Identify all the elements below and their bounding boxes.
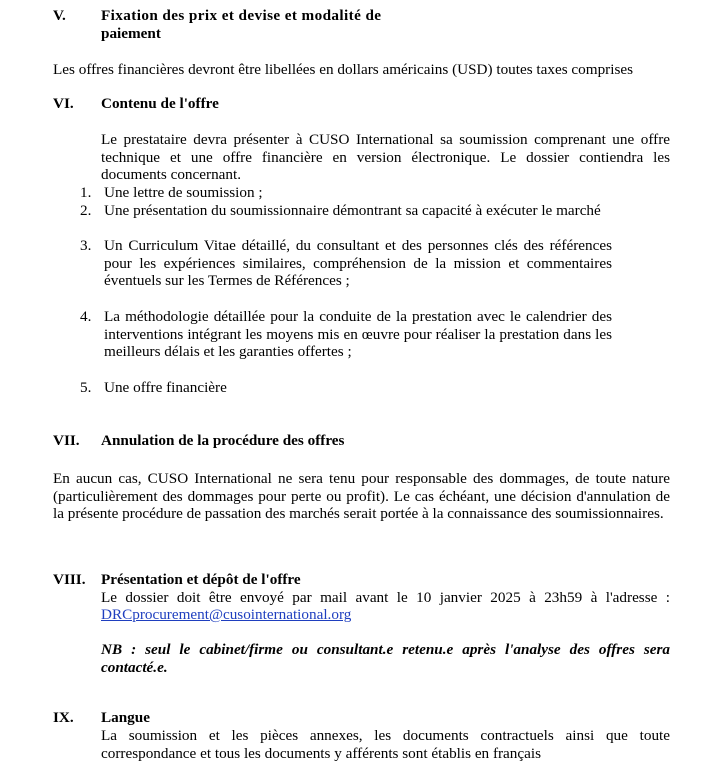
section-v-title-line2: paiement <box>101 24 161 42</box>
section-v-title <box>101 7 461 42</box>
section-viii-body: Le dossier doit être envoyé par mail avant le 10 janvier 2025 à 23h59 à l'adresse : <box>101 589 670 606</box>
section-viii-nb-note: NB : seul le cabinet/firme ou consultant.e retenu.e après l'analyse des offres sera contacté.e. <box>101 641 670 676</box>
section-vii-title: Annulation de la procédure des offres <box>101 432 345 449</box>
list-item-number: 3. <box>80 237 92 254</box>
section-ix-body: La soumission et les pièces annexes, les documents contractuels ainsi que toute correspondance et tous les documents y afférents sont établis en français <box>101 727 670 762</box>
section-viii-title: Présentation et dépôt de l'offre <box>101 571 301 588</box>
list-item-number: 5. <box>80 379 92 396</box>
section-v-number: V. <box>53 7 66 24</box>
procurement-email-link[interactable]: DRCprocurement@cusointernational.org <box>101 606 352 623</box>
section-vii-number: VII. <box>53 432 80 449</box>
list-item-text: La méthodologie détaillée pour la conduite de la prestation avec le calendrier des interventions intégrant les moyens mis en œuvre pour réaliser la prestation dans les meilleurs délais et les garanties offertes ; <box>104 308 612 360</box>
section-vi-title: Contenu de l'offre <box>101 95 219 112</box>
list-item-text: Une lettre de soumission ; <box>104 184 263 201</box>
list-item-text: Une offre financière <box>104 379 227 396</box>
list-item-text: Un Curriculum Vitae détaillé, du consultant et des personnes clés des références pour les expériences similaires, compréhension de la mission et commentaires éventuels sur les Termes de Références ; <box>104 237 612 289</box>
section-ix-number: IX. <box>53 709 74 726</box>
section-vii-body: En aucun cas, CUSO International ne sera tenu pour responsable des dommages, de toute nature (particulièrement des dommages pour perte ou profit). Le cas échéant, une décision d'annulation de la présente procédure de passation des marchés serait portée à la connaissance des soumissionnaires. <box>53 470 670 522</box>
section-vi-number: VI. <box>53 95 74 112</box>
section-v-body: Les offres financières devront être libellées en dollars américains (USD) toutes taxes comprises <box>53 61 634 78</box>
list-item-number: 2. <box>80 202 92 219</box>
list-item-number: 4. <box>80 308 92 325</box>
section-viii-number: VIII. <box>53 571 86 588</box>
section-vi-intro: Le prestataire devra présenter à CUSO International sa soumission comprenant une offre technique et une offre financière en version électronique. Le dossier contiendra les documents concernant. <box>101 131 670 183</box>
list-item-number: 1. <box>80 184 92 201</box>
list-item-text: Une présentation du soumissionnaire démontrant sa capacité à exécuter le marché <box>104 202 601 219</box>
section-ix-title: Langue <box>101 709 150 726</box>
section-v-title-line1: Fixation des prix et devise et modalité de <box>101 7 382 24</box>
